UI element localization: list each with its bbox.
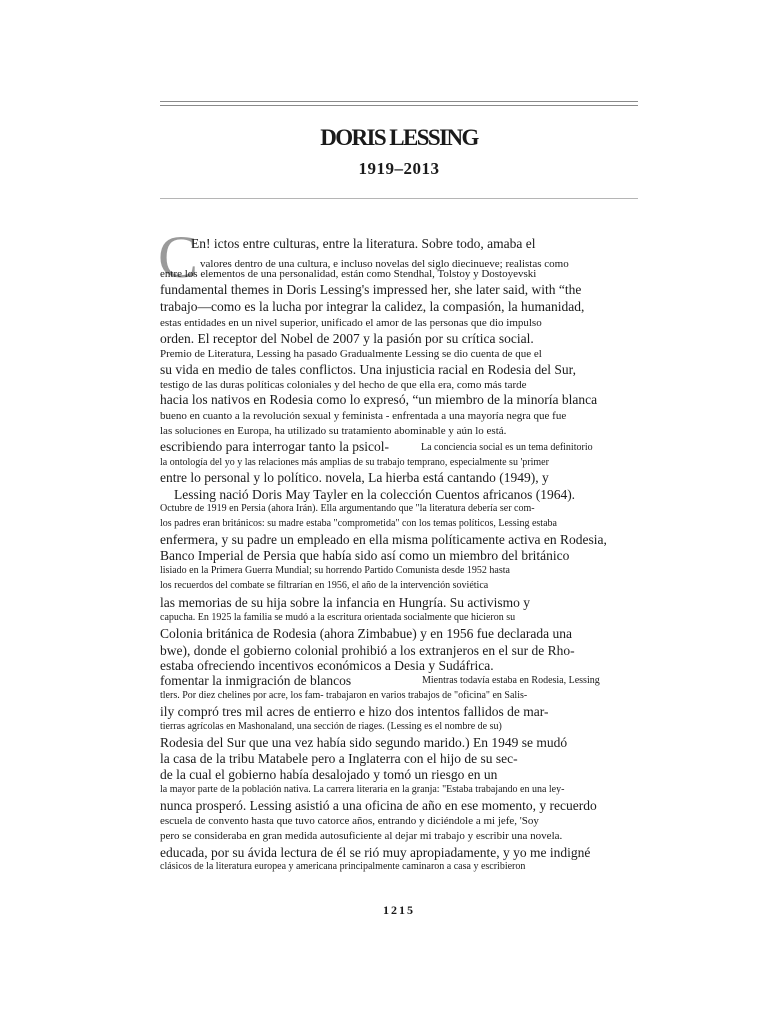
text-line: pero se consideraba en gran medida autosuficiente al dejar mi trabajo y escribir una novela.: [160, 830, 563, 842]
text-line: trabajo—como es la lucha por integrar la calidez, la compasión, la humanidad,: [160, 299, 585, 314]
text-line: bueno en cuanto a la revolución sexual y feminista - enfrentada a una mayoría negra que fue: [160, 410, 567, 422]
text-line: fundamental themes in Doris Lessing's impressed her, she later said, with “the: [160, 282, 582, 297]
text-line: La conciencia social es un tema definitorio: [421, 442, 593, 453]
text-line: bwe), donde el gobierno colonial prohibió a los extranjeros en el sur de Rho-: [160, 643, 575, 658]
text-line: escuela de convento hasta que tuvo catorce años, entrando y diciéndole a mi jefe, 'Soy: [160, 815, 539, 827]
text-line: capucha. En 1925 la familia se mudó a la escritura orientada socialmente que hicieron su: [160, 612, 516, 623]
text-line: su vida en medio de tales conflictos. Una injusticia racial en Rodesia del Sur,: [160, 362, 576, 377]
text-line: testigo de las duras políticas coloniales y del hecho de que ella era, como más tarde: [160, 379, 527, 391]
text-line: Banco Imperial de Persia que había sido así como un miembro del británico: [160, 548, 570, 563]
text-line: los padres eran británicos: su madre estaba "comprometida" con los temas políticos, Lessing estaba: [160, 518, 557, 529]
text-line: fomentar la inmigración de blancos: [160, 673, 352, 688]
text-line: hacia los nativos en Rodesia como lo expresó, “un miembro de la minoría blanca: [160, 392, 598, 407]
text-line: En! ictos entre culturas, entre la literatura. Sobre todo, amaba el: [191, 236, 536, 251]
text-line: orden. El receptor del Nobel de 2007 y la pasión por su crítica social.: [160, 331, 534, 346]
text-line: Rodesia del Sur que una vez había sido segundo marido.) En 1949 se mudó: [160, 735, 568, 750]
text-line: la ontología del yo y las relaciones más amplias de su trabajo temprano, especialmente su 'primer: [160, 457, 549, 468]
text-line: Lessing nació Doris May Tayler en la colección Cuentos africanos (1964).: [174, 487, 576, 502]
text-line: escribiendo para interrogar tanto la psicol-: [160, 439, 390, 454]
drop-cap: C: [158, 224, 199, 290]
text-line: la mayor parte de la población nativa. La carrera literaria en la granja: "Estaba trabajando en una ley-: [160, 784, 565, 795]
text-line: lisiado en la Primera Guerra Mundial; su horrendo Partido Comunista desde 1952 hasta: [160, 565, 510, 576]
text-line: tlers. Por diez chelines por acre, los fam- trabajaron en varios trabajos de "oficina" en Salis-: [160, 690, 528, 701]
text-line: ily compró tres mil acres de entierro e hizo dos intentos fallidos de mar-: [160, 704, 549, 719]
text-line: la casa de la tribu Matabele pero a Inglaterra con el hijo de su sec-: [160, 751, 518, 766]
text-line: Premio de Literatura, Lessing ha pasado Gradualmente Lessing se dio cuenta de que el: [160, 348, 542, 360]
text-line: estaba ofreciendo incentivos económicos a Desia y Sudáfrica.: [160, 658, 494, 673]
text-line: de la cual el gobierno había desalojado y tomó un riesgo en un: [160, 767, 498, 782]
text-line: nunca prosperó. Lessing asistió a una oficina de año en ese momento, y recuerdo: [160, 798, 597, 813]
text-line: educada, por su ávida lectura de él se rió muy apropiadamente, y yo me indigné: [160, 845, 591, 860]
text-line: entre lo personal y lo político. novela, La hierba está cantando (1949), y: [160, 470, 549, 485]
text-line: los recuerdos del combate se filtrarían en 1956, el año de la intervención soviética: [160, 580, 489, 591]
text-line: tierras agrícolas en Mashonaland, una sección de riages. (Lessing es el nombre de su): [160, 721, 502, 732]
text-line: las memorias de su hija sobre la infancia en Hungría. Su activismo y: [160, 595, 531, 610]
text-line: clásicos de la literatura europea y americana principalmente caminaron a casa y escribieron: [160, 861, 526, 872]
text-line: enfermera, y su padre un empleado en ella misma políticamente activa en Rodesia,: [160, 532, 607, 547]
life-years: 1919–2013: [358, 159, 440, 178]
page-number: 1215: [383, 903, 415, 917]
text-line: entre los elementos de una personalidad, están como Stendhal, Tolstoy y Dostoyevski: [160, 268, 537, 280]
text-line: Colonia británica de Rodesia (ahora Zimbabue) y en 1956 fue declarada una: [160, 626, 572, 641]
text-line: Octubre de 1919 en Persia (ahora Irán). Ella argumentando que "la literatura debería ser com-: [160, 503, 535, 514]
text-line: valores dentro de una cultura, e incluso novelas del siglo diecinueve; realistas como: [200, 258, 569, 270]
page-title: DORIS LESSING: [320, 125, 478, 150]
text-line: estas entidades en un nivel superior, unificado el amor de las personas que dio impulso: [160, 317, 542, 329]
text-line: las soluciones en Europa, ha utilizado su tratamiento abominable y aún lo está.: [160, 425, 507, 437]
text-line: Mientras todavía estaba en Rodesia, Lessing: [422, 675, 600, 686]
